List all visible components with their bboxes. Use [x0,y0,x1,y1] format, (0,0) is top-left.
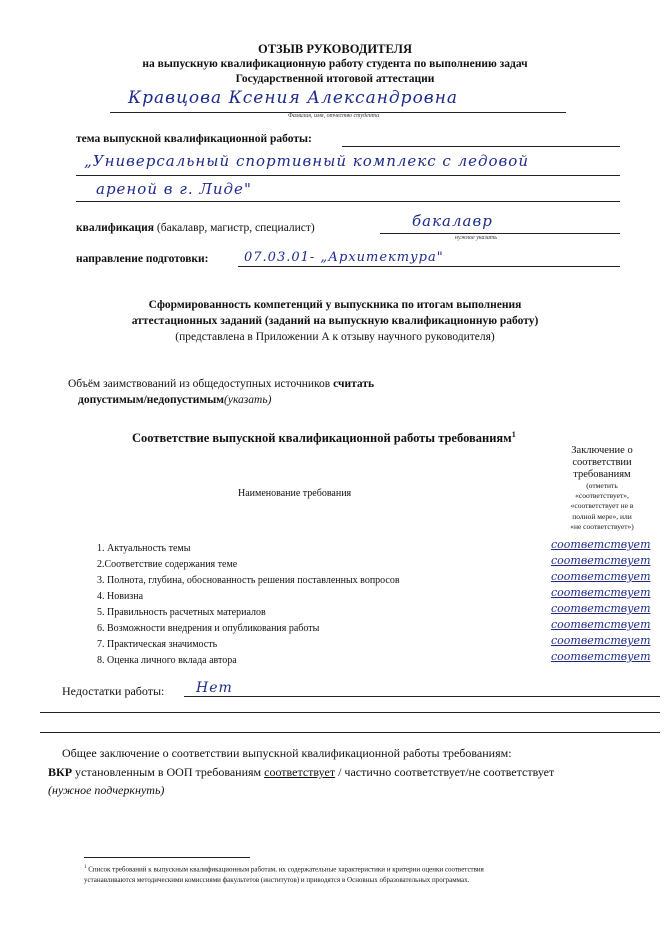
conclusion-line-1: Общее заключение о соответствии выпускной квалификационной работы требованиям: [62,746,512,760]
direction-value: 07.03.01- „Архитектура" [244,250,444,265]
borrowing-options: допустимым/недопустимым [78,394,225,406]
shortcomings-line-0 [184,696,660,697]
document-subtitle-2: Государственной итоговой аттестации [235,73,435,85]
conclusion-header-note [548,481,656,532]
conclusion-other-options: / частично соответствует/не соответствует [335,765,555,779]
direction-label: направление подготовки: [76,253,209,265]
conclusion-header-1: Заключение о [571,445,633,456]
competence-line-2: аттестационных заданий (заданий на выпускную квалификационную работу) [131,315,539,327]
topic-value-line2: ареной в г. Лиде" [96,180,252,198]
requirement-mark-6: соответствует [551,618,651,631]
requirement-mark-5: соответствует [551,602,651,615]
requirement-mark-3: соответствует [551,570,651,583]
requirement-name-header: Наименование требования [238,488,352,499]
footnote-text-1: Список требований к выпускным квалификационным работам, их содержательные характеристики и критерии оценки соответствия [86,865,484,874]
competence-line-3: (представлена в Приложении А к отзыву научного руководителя) [175,331,495,343]
requirement-item-8: 8. Оценка личного вклада автора [97,655,237,666]
conclusion-note-1: (отметить [586,481,618,491]
document-subtitle-1: на выпускную квалификационную работу студента по выполнению задач [142,58,528,70]
requirement-item-7: 7. Практическая значимость [97,639,218,650]
requirements-footnote-mark: 1 [511,430,516,439]
topic-line-2 [76,201,620,202]
requirement-mark-4: соответствует [551,586,651,599]
conclusion-note: (нужное подчеркнуть) [48,783,165,797]
topic-line-1 [76,175,620,176]
shortcomings-value: Нет [196,680,233,696]
footnote-line-2: устанавливаются методическими комиссиями факультетов (институтов) и приводятся в Основных образовательных программах. [84,876,470,885]
qualification-caption: нужное указать [455,235,497,241]
requirement-mark-8: соответствует [551,650,651,663]
conclusion-header-3: требованиям [573,469,631,481]
shortcomings-line-2 [40,732,660,733]
requirement-mark-7: соответствует [551,634,651,647]
footnote-mark: 1 [84,865,87,870]
conclusion-note-5: «не соответствует») [570,521,634,531]
student-name: Кравцова Ксения Александровна [128,88,459,108]
qualification-options: (бакалавр, магистр, специалист) [156,222,315,234]
borrowing-note: (указать) [224,394,272,406]
borrowing-row-2 [78,394,271,406]
requirement-item-6: 6. Возможности внедрения и опубликования работы [97,623,320,634]
requirement-mark-1: соответствует [551,538,651,551]
conclusion-header-2: соответствии [572,457,632,469]
qualification-label: квалификация [76,222,155,234]
requirement-item-3: 3. Полнота, глубина, обоснованность решения поставленных вопросов [97,575,400,586]
qualification-value: бакалавр [412,212,493,230]
conclusion-vkr: ВКР [48,765,73,779]
topic-value-line1: „Универсальный спортивный комплекс с ледовой [84,152,529,170]
qualification-line [380,233,620,234]
requirement-item-5: 5. Правильность расчетных материалов [97,607,266,618]
requirements-title [132,430,516,446]
conclusion-note-3: «соответствует не в [570,501,634,511]
borrowing-consider: считать [333,378,375,390]
conclusion-text: установленным в ООП требованиям [72,765,265,779]
conclusion-note-2: «соответствует», [575,491,629,501]
footnote-line-1 [84,864,484,875]
borrowing-row-1 [68,378,374,390]
qualification-label-row [76,222,315,234]
shortcomings-line-1 [40,712,660,713]
topic-label: тема выпускной квалификационной работы: [76,133,312,145]
topic-line-0 [342,146,620,147]
competence-line-1: Сформированность компетенций у выпускника по итогам выполнения [148,299,522,311]
conclusion-note-4: полной мере», или [572,511,632,521]
requirement-item-2: 2.Соответствие содержания теме [97,559,238,570]
conclusion-selected-option: соответствует [264,765,336,779]
student-name-caption: Фамилия, имя, отчество студента [288,113,380,119]
shortcomings-label: Недостатки работы: [62,684,165,698]
requirement-mark-2: соответствует [551,554,651,567]
requirement-item-4: 4. Новизна [97,591,144,602]
requirement-item-1: 1. Актуальность темы [97,543,191,554]
conclusion-column-header [548,445,656,532]
footnote [84,864,484,886]
conclusion-line-2 [48,765,554,780]
borrowing-text: Объём заимствований из общедоступных источников [68,378,334,390]
requirements-title-text: Соответствие выпускной квалификационной работы требованиям [132,431,512,446]
document-title: ОТЗЫВ РУКОВОДИТЕЛЯ [258,42,412,56]
footnote-separator [84,857,250,858]
direction-line [238,266,620,267]
